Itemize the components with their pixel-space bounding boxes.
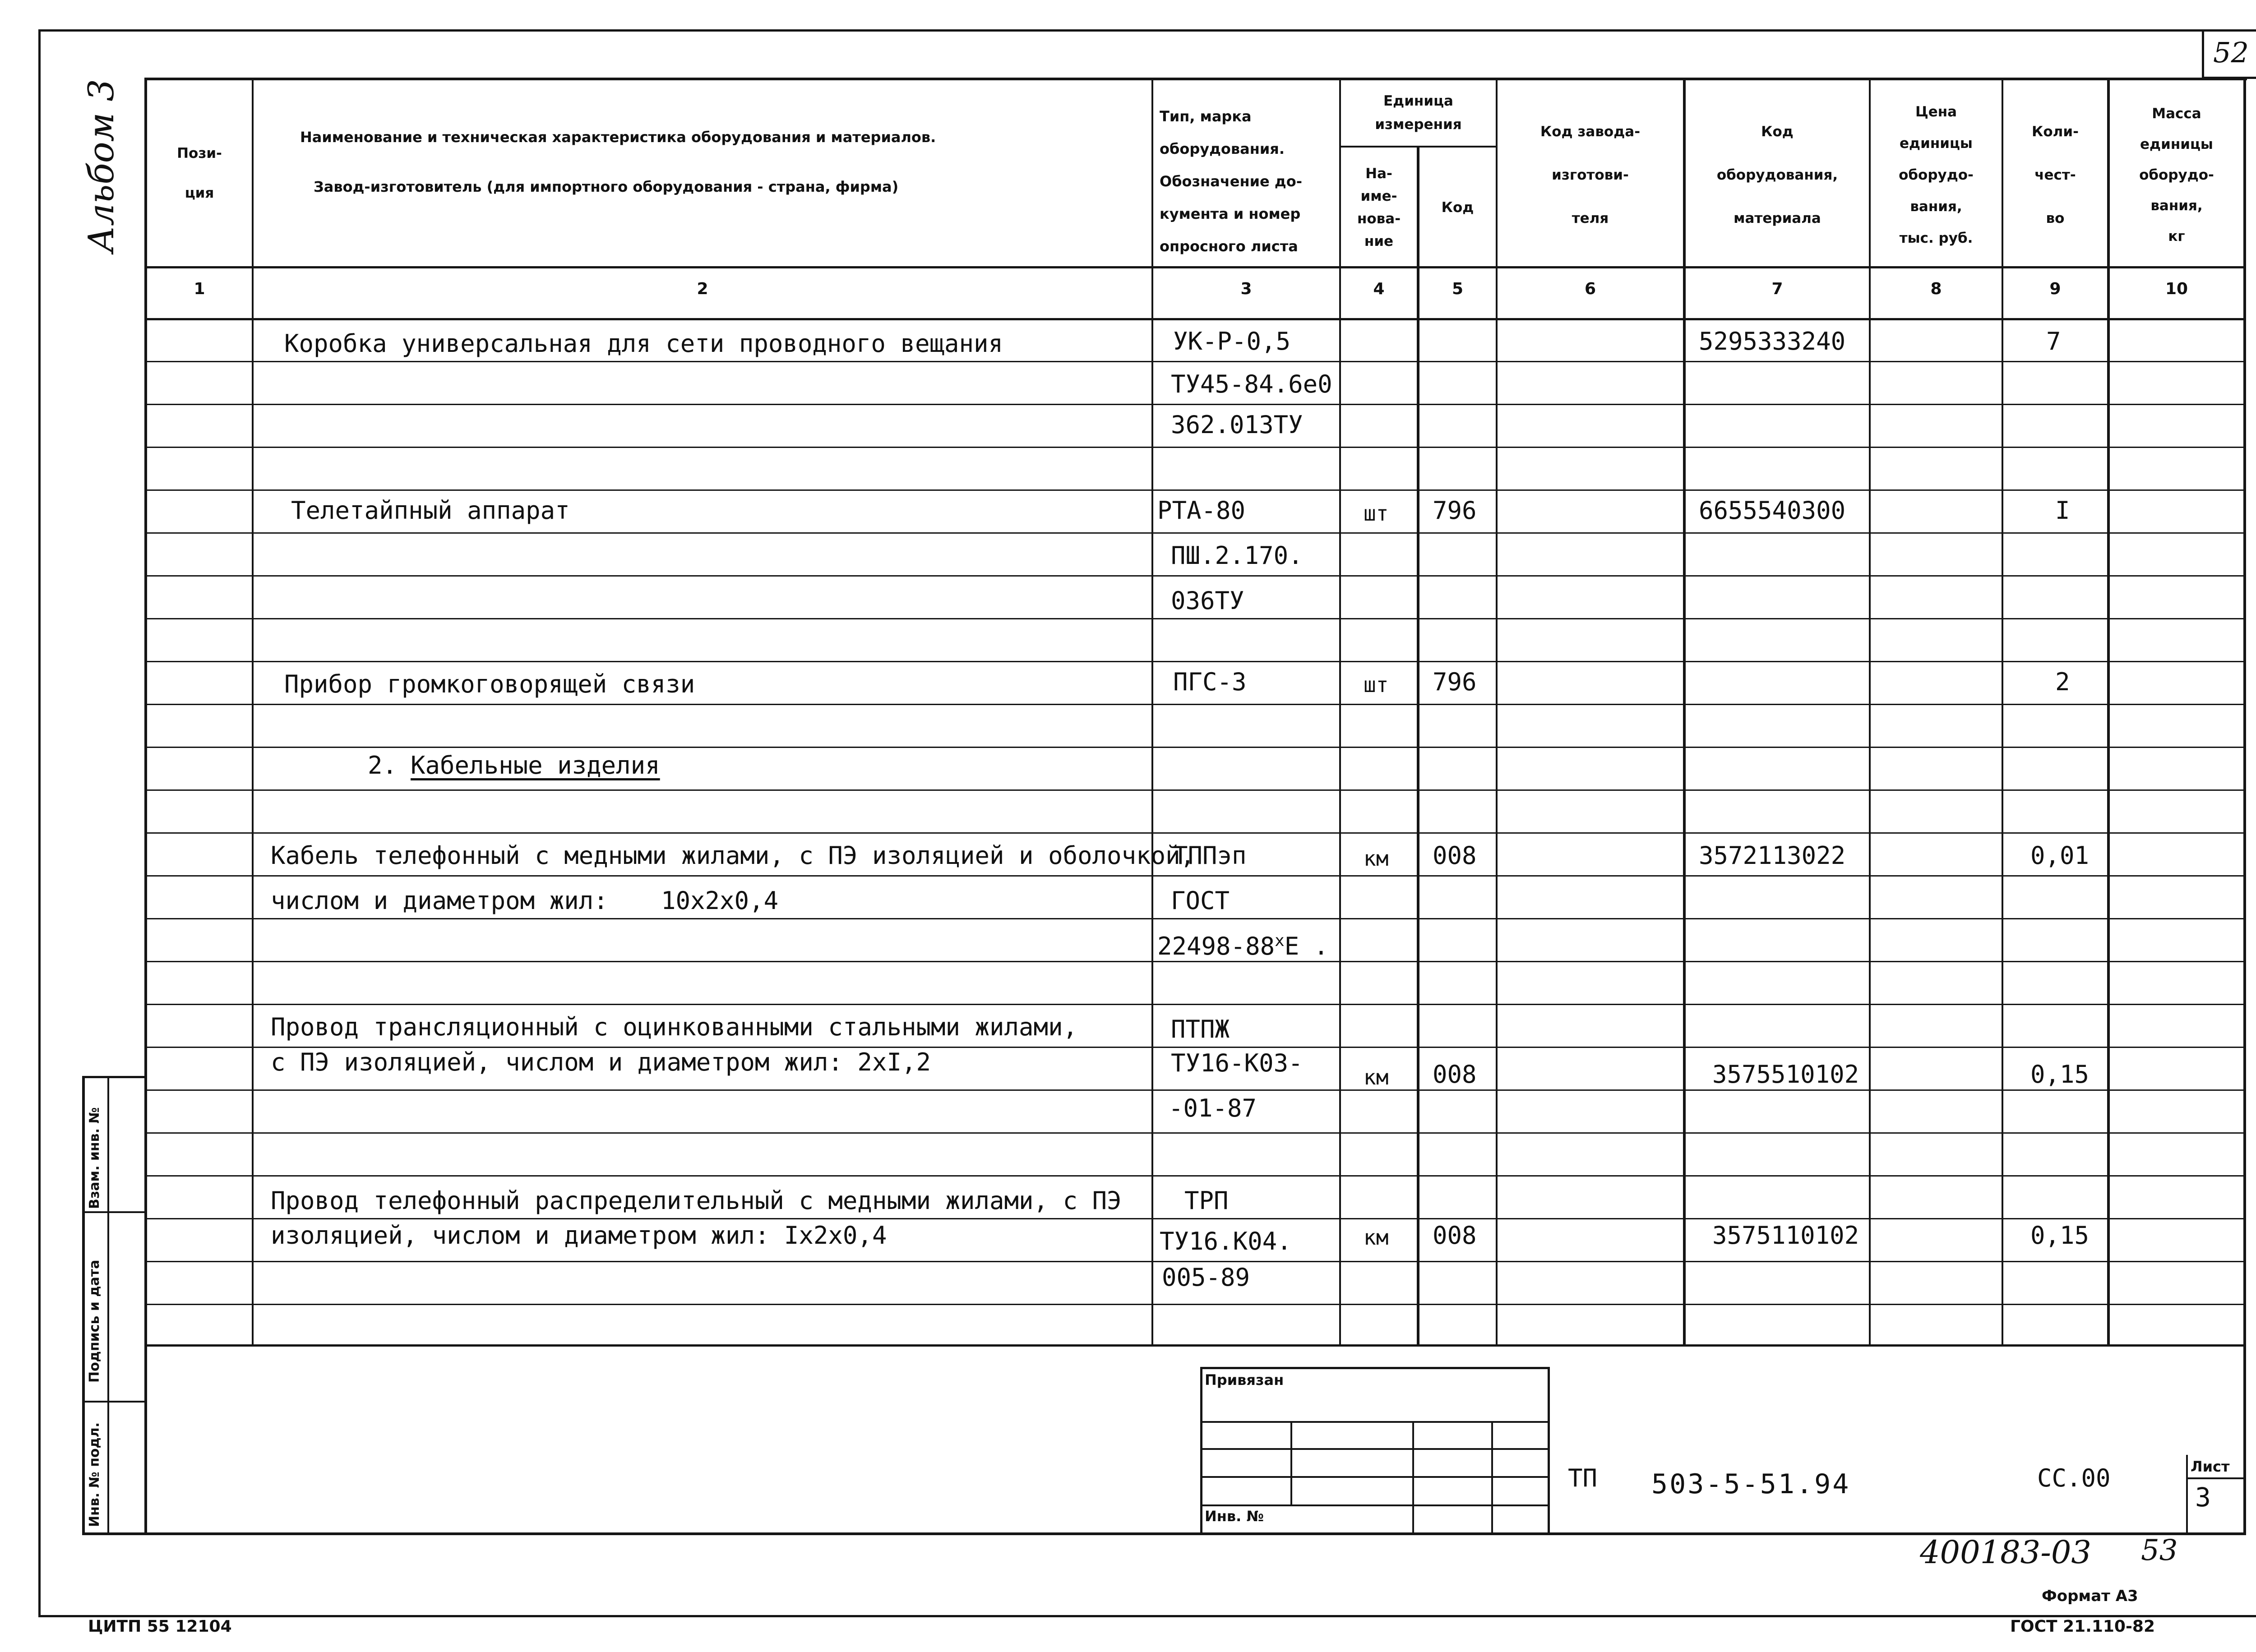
row2-code: 6655540300 (1699, 496, 1846, 525)
header-mass: Масса единицы оборудо- вания, кг (2139, 105, 2214, 245)
colnum-6: 6 (1584, 280, 1596, 298)
row6-name-line1: Провод телефонный распределительный с медными жилами, с ПЭ (271, 1186, 1122, 1215)
row4-name-line2: числом и диаметром жил: (271, 886, 608, 915)
colnum-1: 1 (194, 280, 205, 298)
row4-name-line1: Кабель телефонный с медными жилами, с ПЭ изоляцией и оболочкой, (271, 841, 1195, 870)
row6-unit: км (1364, 1225, 1389, 1250)
row4-type3 (1157, 932, 1328, 960)
row5-type2: ТУ16-К03- (1171, 1049, 1303, 1077)
colnum-bottom (144, 318, 2246, 320)
stamp-inv-no: Инв. № (1205, 1508, 1264, 1525)
stamp-code: СС.00 (2037, 1464, 2111, 1492)
row6-code: 3575110102 (1712, 1221, 1859, 1250)
row6-type2: ТУ16.К04. (1160, 1227, 1292, 1255)
colnum-4: 4 (1373, 280, 1385, 298)
row2-type3: 036ТУ (1171, 586, 1244, 615)
row5-qty: 0,15 (2030, 1060, 2090, 1089)
row4-qty: 0,01 (2030, 841, 2090, 870)
row5-type1: ПТПЖ (1171, 1015, 1230, 1043)
outer-border-top (38, 29, 2256, 32)
section-number: 2. (368, 751, 398, 780)
row1-qty: 7 (2046, 327, 2061, 355)
row4-type3-end: Е . (1284, 932, 1329, 960)
row5-unitcode: 008 (1433, 1060, 1477, 1089)
row3-qty: 2 (2055, 668, 2070, 696)
row1-type3: 362.013ТУ (1171, 411, 1303, 439)
stamp-tp: ТП (1568, 1464, 1598, 1492)
row5-name-line1: Провод трансляционный с оцинкованными стальными жилами, (271, 1013, 1078, 1041)
row3-unitcode: 796 (1433, 668, 1477, 696)
colnum-9: 9 (2049, 280, 2061, 298)
row4-type2: ГОСТ (1171, 886, 1230, 915)
row2-type1: РТА-80 (1157, 496, 1246, 525)
row4-dim: 10x2x0,4 (661, 886, 779, 915)
format-label: Формат А3 (2042, 1587, 2138, 1605)
side-label-podpis: Подпись и дата (87, 1260, 102, 1383)
row2-type2: ПШ.2.170. (1171, 541, 1303, 570)
colnum-2: 2 (697, 280, 708, 298)
row6-qty: 0,15 (2030, 1221, 2090, 1250)
colnum-10: 10 (2165, 280, 2188, 298)
header-factory-code: Код завода- изготови- теля (1540, 123, 1641, 226)
stamp-list-label: Лист (2191, 1458, 2230, 1475)
stamp-project: 503-5-51.94 (1651, 1468, 1851, 1500)
section-title: Кабельные изделия (411, 751, 660, 780)
row6-type3: 005-89 (1162, 1263, 1250, 1292)
side-label-inv: Инв. № подл. (87, 1422, 102, 1527)
gost-label: ГОСТ 21.110-82 (2010, 1617, 2155, 1636)
sheet-corner-number: 52 (2213, 36, 2249, 69)
row4-unit: км (1364, 846, 1389, 871)
row4-type3-sup: x (1275, 932, 1285, 950)
header-position: Пози- ция (177, 145, 222, 201)
header-name-line2: Завод-изготовитель (для импортного оборудования - страна, фирма) (314, 178, 899, 195)
colnum-3: 3 (1240, 280, 1252, 298)
row4-unitcode: 008 (1433, 841, 1477, 870)
frame-top (144, 78, 2247, 80)
header-quantity: Коли- чест- во (2032, 123, 2079, 226)
row4-type3-main: 22498-88 (1157, 932, 1275, 960)
row6-type1: ТРП (1184, 1186, 1229, 1215)
handwritten-number: 400183-03 (1920, 1534, 2091, 1571)
header-unit: Единица измерения (1375, 93, 1462, 133)
row1-name: Коробка универсальная для сети проводного вещания (284, 329, 1003, 358)
row1-type2: ТУ45-84.6е0 (1171, 370, 1332, 398)
row2-qty: I (2055, 496, 2070, 525)
frame-right (2243, 78, 2246, 1535)
row5-code: 3575510102 (1712, 1060, 1859, 1089)
header-bottom (144, 266, 2246, 268)
header-type: Тип, марка оборудования. Обозначение до- кумента и номер опросного листа (1160, 108, 1302, 255)
header-equipment-code: Код оборудования, материала (1716, 123, 1838, 226)
header-unit-name: На- име- нова- ние (1357, 166, 1401, 249)
row3-type1: ПГС-3 (1173, 668, 1247, 696)
table-bottom (144, 1344, 2246, 1347)
row6-name-line2: изоляцией, числом и диаметром жил: Ix2x0,4 (271, 1221, 887, 1250)
stamp-privyazan: Привязан (1205, 1371, 1284, 1389)
outer-border-left (38, 29, 41, 1617)
header-name-line1: Наименование и техническая характеристика оборудования и материалов. (300, 129, 936, 146)
row1-code: 5295333240 (1699, 327, 1846, 355)
header-price: Цена единицы оборудо- вания, тыс. руб. (1899, 103, 1974, 246)
colnum-5: 5 (1452, 280, 1464, 298)
row3-name: Прибор громкоговорящей связи (284, 670, 695, 698)
row1-type1: УК-Р-0,5 (1173, 327, 1291, 355)
row5-name-line2: с ПЭ изоляцией, числом и диаметром жил: 2xI,2 (271, 1048, 931, 1076)
outer-border-bottom (38, 1615, 2256, 1617)
colnum-7: 7 (1771, 280, 1783, 298)
header-unit-code: Код (1441, 199, 1474, 216)
row2-name: Телетайпный аппарат (291, 496, 570, 525)
album-label: Альбом 3 (81, 79, 122, 253)
stamp-list-num: 3 (2195, 1482, 2211, 1513)
row4-type1: ТППэп (1173, 841, 1247, 870)
row2-unitcode: 796 (1433, 496, 1477, 525)
row3-unit: шт (1364, 673, 1389, 697)
row5-type3: -01-87 (1169, 1094, 1257, 1122)
row5-unit: км (1364, 1065, 1389, 1089)
row6-unitcode: 008 (1433, 1221, 1477, 1250)
row2-unit: шт (1364, 501, 1389, 526)
handwritten-page: 53 (2141, 1534, 2178, 1567)
colnum-8: 8 (1930, 280, 1942, 298)
citp-label: ЦИТП 55 12104 (88, 1617, 232, 1636)
row4-code: 3572113022 (1699, 841, 1846, 870)
side-label-vzam: Взам. инв. № (87, 1107, 102, 1209)
